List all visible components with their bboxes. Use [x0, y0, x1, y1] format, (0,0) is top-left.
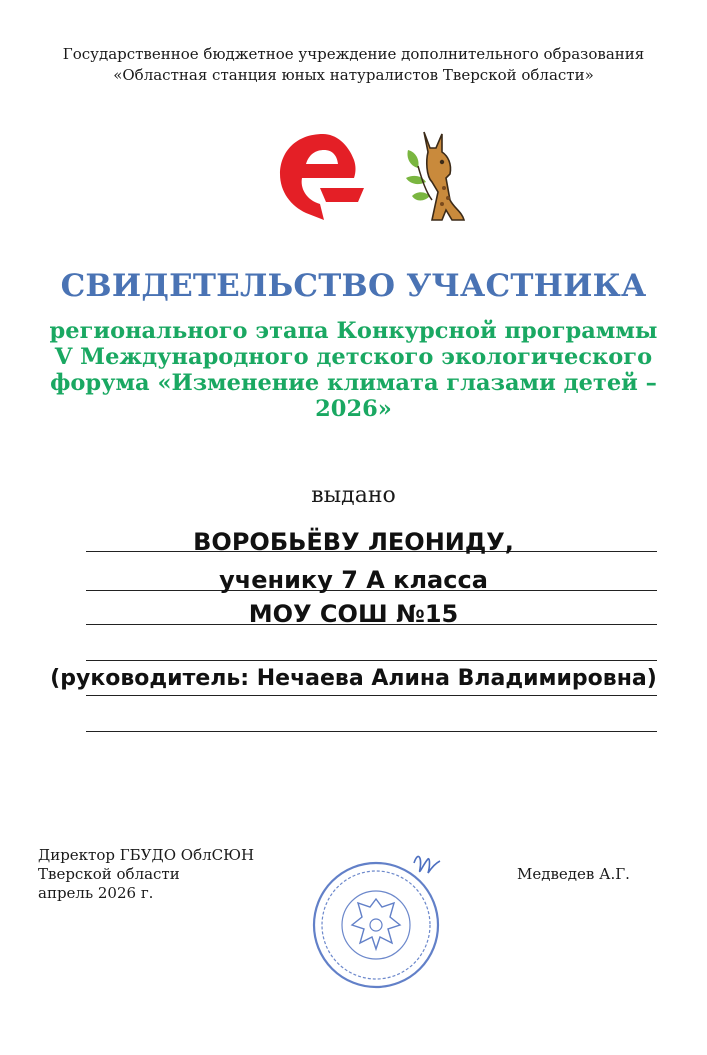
underline-4 [86, 660, 657, 661]
subtitle-line-3: форума «Изменение климата глазами детей – [50, 370, 657, 396]
underline-5 [86, 695, 657, 696]
underline-6 [86, 731, 657, 732]
official-stamp [296, 833, 456, 993]
director-position-line-2: Тверской области [38, 865, 180, 883]
deer-logo [402, 130, 474, 224]
subtitle-line-1: регионального этапа Конкурсной программы [49, 318, 658, 344]
signer-name: Медведев А.Г. [517, 865, 630, 883]
director-position-line-1: Директор ГБУДО ОблСЮН [38, 846, 255, 864]
recipient-name: ВОРОБЬЁВУ ЛЕОНИДУ, [193, 528, 514, 556]
recipient-grade: ученику 7 А класса [219, 566, 488, 594]
signature-date: апрель 2026 г. [38, 884, 154, 902]
issued-label: выдано [311, 483, 396, 508]
certificate-title: СВИДЕТЕЛЬСТВО УЧАСТНИКА [60, 268, 647, 304]
certificate-subtitle [40, 318, 667, 422]
recipient-school: МОУ СОШ №15 [248, 600, 459, 628]
subtitle-line-4: 2026» [315, 396, 392, 422]
organization-line-2: «Областная станция юных натуралистов Тверской области» [113, 66, 594, 84]
recipient-supervisor: (руководитель: Нечаева Алина Владимировна) [50, 666, 657, 691]
organization-line-1: Государственное бюджетное учреждение дополнительного образования [62, 45, 645, 63]
subtitle-line-2: V Международного детского экологического [54, 344, 653, 370]
ecology-e-logo [276, 128, 366, 223]
